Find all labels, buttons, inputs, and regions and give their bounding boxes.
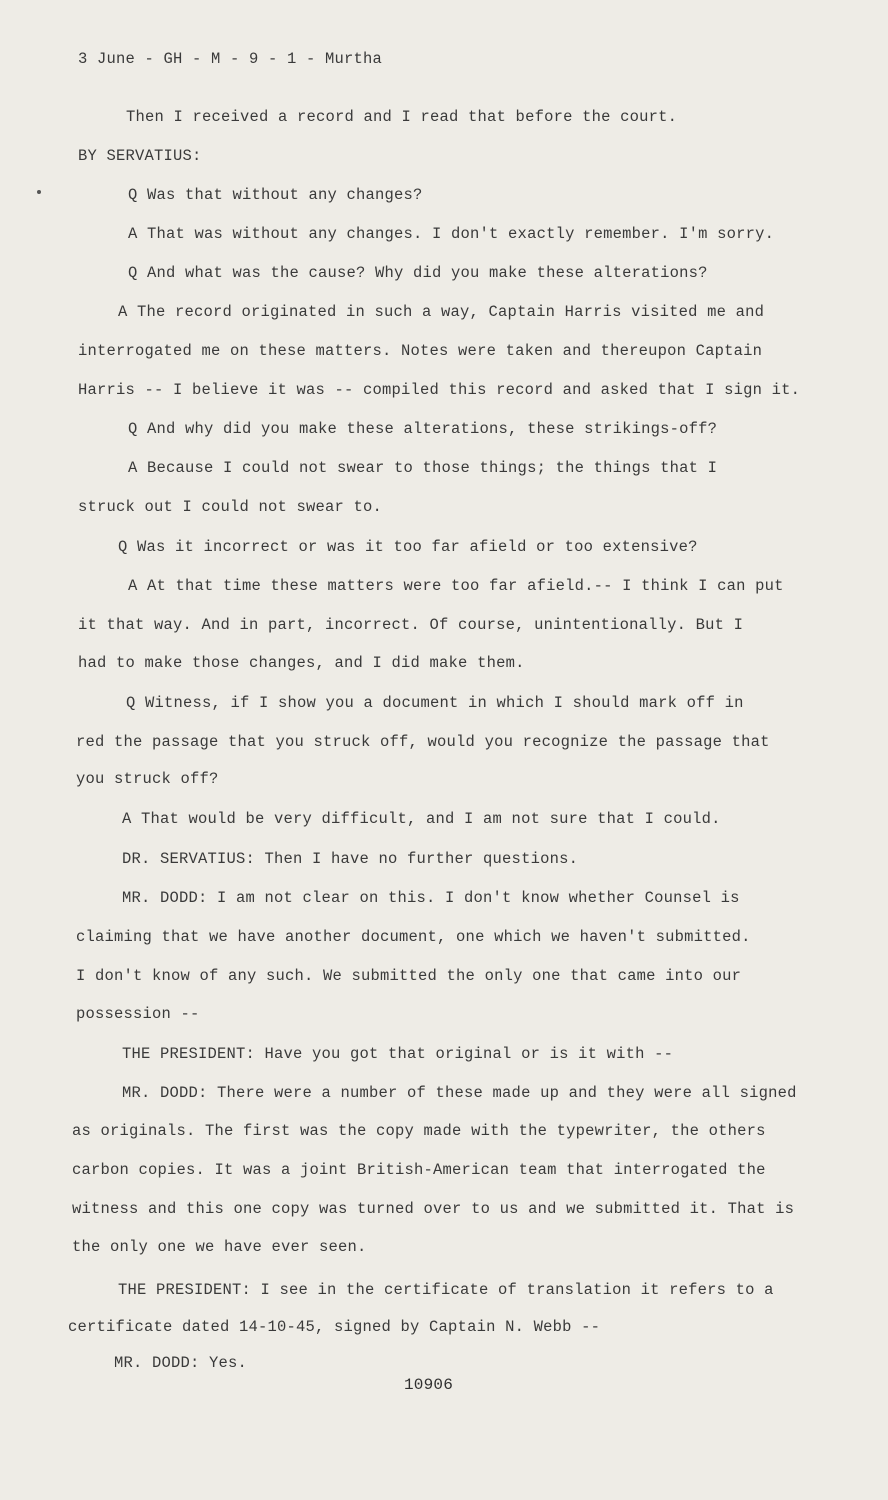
text-line: Q Was it incorrect or was it too far afield or too extensive? <box>118 538 698 556</box>
text-line: it that way. And in part, incorrect. Of course, unintentionally. But I <box>78 616 744 634</box>
text-line: had to make those changes, and I did make them. <box>78 654 525 672</box>
text-line: A The record originated in such a way, Captain Harris visited me and <box>118 303 765 321</box>
text-line: Q And what was the cause? Why did you make these alterations? <box>128 264 708 282</box>
text-line: BY SERVATIUS: <box>78 147 202 165</box>
text-line: Q And why did you make these alterations, these strikings-off? <box>128 420 718 438</box>
text-line: THE PRESIDENT: Have you got that original or is it with -- <box>122 1045 674 1063</box>
text-line: claiming that we have another document, one which we haven't submitted. <box>76 928 751 946</box>
text-line: A That was without any changes. I don't exactly remember. I'm sorry. <box>128 225 775 243</box>
text-line: MR. DODD: There were a number of these made up and they were all signed <box>122 1084 797 1102</box>
text-line: A At that time these matters were too far afield.-- I think I can put <box>128 577 784 595</box>
text-line: certificate dated 14-10-45, signed by Captain N. Webb -- <box>68 1318 601 1336</box>
text-line: red the passage that you struck off, would you recognize the passage that <box>76 733 770 751</box>
text-line: THE PRESIDENT: I see in the certificate of translation it refers to a <box>118 1281 774 1299</box>
text-line: you struck off? <box>76 770 219 788</box>
page-number: 10906 <box>404 1376 454 1394</box>
text-line: Q Was that without any changes? <box>128 186 423 204</box>
text-line: DR. SERVATIUS: Then I have no further questions. <box>122 850 579 868</box>
text-line: the only one we have ever seen. <box>72 1238 367 1256</box>
text-line: possession -- <box>76 1005 200 1023</box>
text-line: interrogated me on these matters. Notes were taken and thereupon Captain <box>78 342 763 360</box>
text-line: MR. DODD: I am not clear on this. I don't know whether Counsel is <box>122 889 740 907</box>
margin-mark <box>37 190 41 194</box>
text-line: struck out I could not swear to. <box>78 498 383 516</box>
text-line: witness and this one copy was turned over to us and we submitted it. That is <box>72 1200 795 1218</box>
text-line: Harris -- I believe it was -- compiled this record and asked that I sign it. <box>78 381 801 399</box>
text-line: as originals. The first was the copy made with the typewriter, the others <box>72 1122 766 1140</box>
text-line: carbon copies. It was a joint British-American team that interrogated the <box>72 1161 766 1179</box>
text-line: I don't know of any such. We submitted the only one that came into our <box>76 967 742 985</box>
text-line: MR. DODD: Yes. <box>114 1354 248 1372</box>
text-line: A That would be very difficult, and I am not sure that I could. <box>122 810 721 828</box>
text-line: Q Witness, if I show you a document in which I should mark off in <box>126 694 744 712</box>
page-header: 3 June - GH - M - 9 - 1 - Murtha <box>78 50 383 68</box>
text-line: A Because I could not swear to those things; the things that I <box>128 459 718 477</box>
text-line: Then I received a record and I read that before the court. <box>126 108 678 126</box>
